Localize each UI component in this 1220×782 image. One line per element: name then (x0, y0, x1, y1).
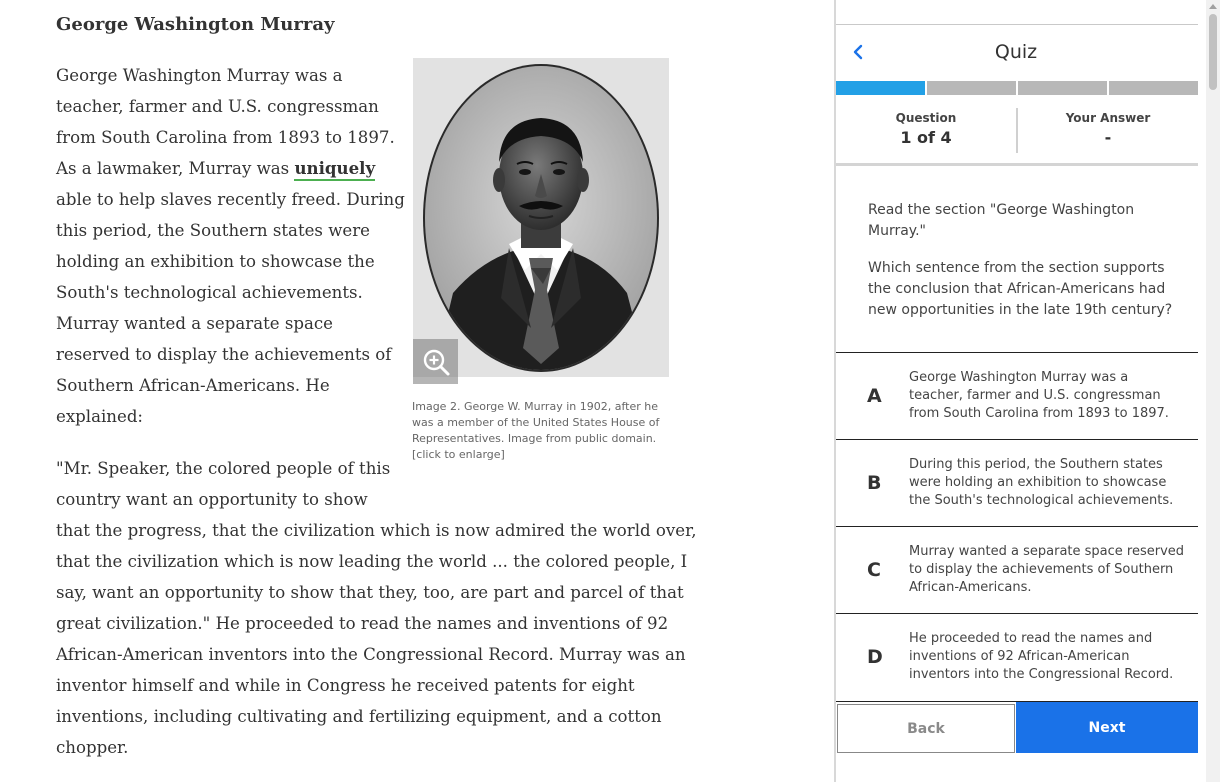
text-line: "Mr. Speaker, the colored people of this (56, 459, 391, 478)
quiz-navigation (836, 701, 1198, 754)
option-line: the South's technological achievements. (909, 493, 1174, 508)
question-info (836, 98, 1198, 166)
zoom-image-button[interactable] (413, 339, 458, 384)
question-number: 1 of 4 (900, 128, 952, 147)
text-line: inventions, including cultivating and fertilizing equipment, and a cotton (56, 707, 662, 726)
caption-line: Image 2. George W. Murray in 1902, after he (412, 400, 658, 413)
text-line: African-American inventors into the Congressional Record. Murray was an (56, 645, 686, 664)
portrait-photo-icon (413, 58, 669, 377)
text-line: this period, the Southern states were (56, 221, 370, 240)
option-letter: C (867, 559, 881, 581)
prompt-line: the conclusion that African-Americans had (868, 281, 1166, 297)
option-line: inventors into the Congressional Record. (909, 667, 1174, 682)
text-line: great civilization." He proceeded to read the names and inventions of 92 (56, 614, 669, 633)
your-answer-value: - (1104, 128, 1112, 147)
answer-option-d[interactable] (836, 613, 1198, 700)
text-line: that the civilization which is now leading the world ... the colored people, I (56, 552, 688, 571)
text-line: from South Carolina from 1893 to 1897. (56, 128, 395, 147)
prompt-line: new opportunities in the late 19th century? (868, 302, 1173, 318)
question-prompt (868, 200, 1173, 337)
text-line: say, want an opportunity to show that they, too, are part and parcel of that (56, 583, 684, 602)
scroll-thumb[interactable] (1209, 14, 1217, 90)
text-line-with-vocab (56, 153, 405, 184)
text-line: Murray wanted a separate space (56, 314, 334, 333)
scroll-up-arrow-icon[interactable] (1209, 4, 1217, 9)
text-line: George Washington Murray was a (56, 66, 343, 85)
option-line: were holding an exhibition to showcase (909, 475, 1167, 490)
option-line: to display the achievements of Southern (909, 562, 1174, 577)
back-button[interactable]: Back (837, 704, 1015, 753)
option-line: from South Carolina from 1893 to 1897. (909, 406, 1169, 421)
answer-option-a[interactable] (836, 352, 1198, 439)
article-paragraph-2 (56, 453, 697, 763)
next-button[interactable]: Next (1016, 702, 1198, 753)
answer-options (836, 352, 1198, 700)
text-line: chopper. (56, 738, 129, 757)
progress-segment-2 (927, 81, 1016, 95)
caption-line: was a member of the United States House of (412, 416, 660, 429)
your-answer-label: Your Answer (1065, 111, 1151, 125)
option-line: George Washington Murray was a (909, 370, 1129, 385)
text-line: that the progress, that the civilization which is now admired the world over, (56, 521, 697, 540)
option-line: teacher, farmer and U.S. congressman (909, 388, 1161, 403)
option-line: During this period, the Southern states (909, 457, 1163, 472)
text-line: holding an exhibition to showcase the (56, 252, 375, 271)
portrait-image[interactable] (413, 58, 669, 377)
prompt-question (868, 258, 1173, 321)
click-to-enlarge-link[interactable]: [click to enlarge] (412, 448, 505, 461)
option-line: Murray wanted a separate space reserved (909, 544, 1185, 559)
progress-segment-3 (1018, 81, 1107, 95)
vocab-word-link[interactable]: uniquely (294, 158, 375, 181)
option-line: He proceeded to read the names and (909, 631, 1153, 646)
prompt-instruction (868, 200, 1168, 242)
text-line: country want an opportunity to show (56, 490, 368, 509)
answer-option-b[interactable] (836, 439, 1198, 526)
caption-line: Representatives. Image from public domain. (412, 432, 657, 445)
option-text (909, 630, 1179, 684)
option-text (909, 369, 1179, 423)
answer-option-c[interactable] (836, 526, 1198, 613)
divider (836, 24, 1198, 25)
text-line: Southern African-Americans. He (56, 376, 330, 395)
text-line: teacher, farmer and U.S. congressman (56, 97, 379, 116)
quiz-title: Quiz (994, 41, 1038, 63)
text-line: explained: (56, 407, 144, 426)
prompt-line: Read the section "George Washington (868, 202, 1135, 218)
prompt-line: Which sentence from the section supports (868, 260, 1165, 276)
option-text (909, 456, 1179, 510)
option-line: African-Americans. (909, 580, 1032, 595)
option-letter: A (867, 385, 882, 407)
option-line: inventions of 92 African-American (909, 649, 1130, 664)
progress-segment-1 (836, 81, 925, 95)
option-text (909, 543, 1185, 597)
article-section-title: George Washington Murray (56, 14, 335, 35)
text-line: reserved to display the achievements of (56, 345, 392, 364)
prompt-line: Murray." (868, 223, 926, 239)
text-line: inventor himself and while in Congress he received patents for eight (56, 676, 635, 695)
text-fragment: As a lawmaker, Murray was (56, 159, 295, 178)
quiz-progress-bar (836, 81, 1198, 95)
zoom-in-icon (421, 347, 451, 377)
text-line: able to help slaves recently freed. During (56, 190, 405, 209)
quiz-panel (834, 0, 1196, 782)
option-letter: B (867, 472, 882, 494)
question-label: Question (895, 111, 957, 125)
image-caption (412, 399, 662, 463)
article-paragraph-1 (56, 60, 405, 432)
progress-segment-4 (1109, 81, 1198, 95)
text-line: South's technological achievements. (56, 283, 363, 302)
option-letter: D (867, 646, 883, 668)
page-scrollbar[interactable] (1206, 0, 1220, 782)
